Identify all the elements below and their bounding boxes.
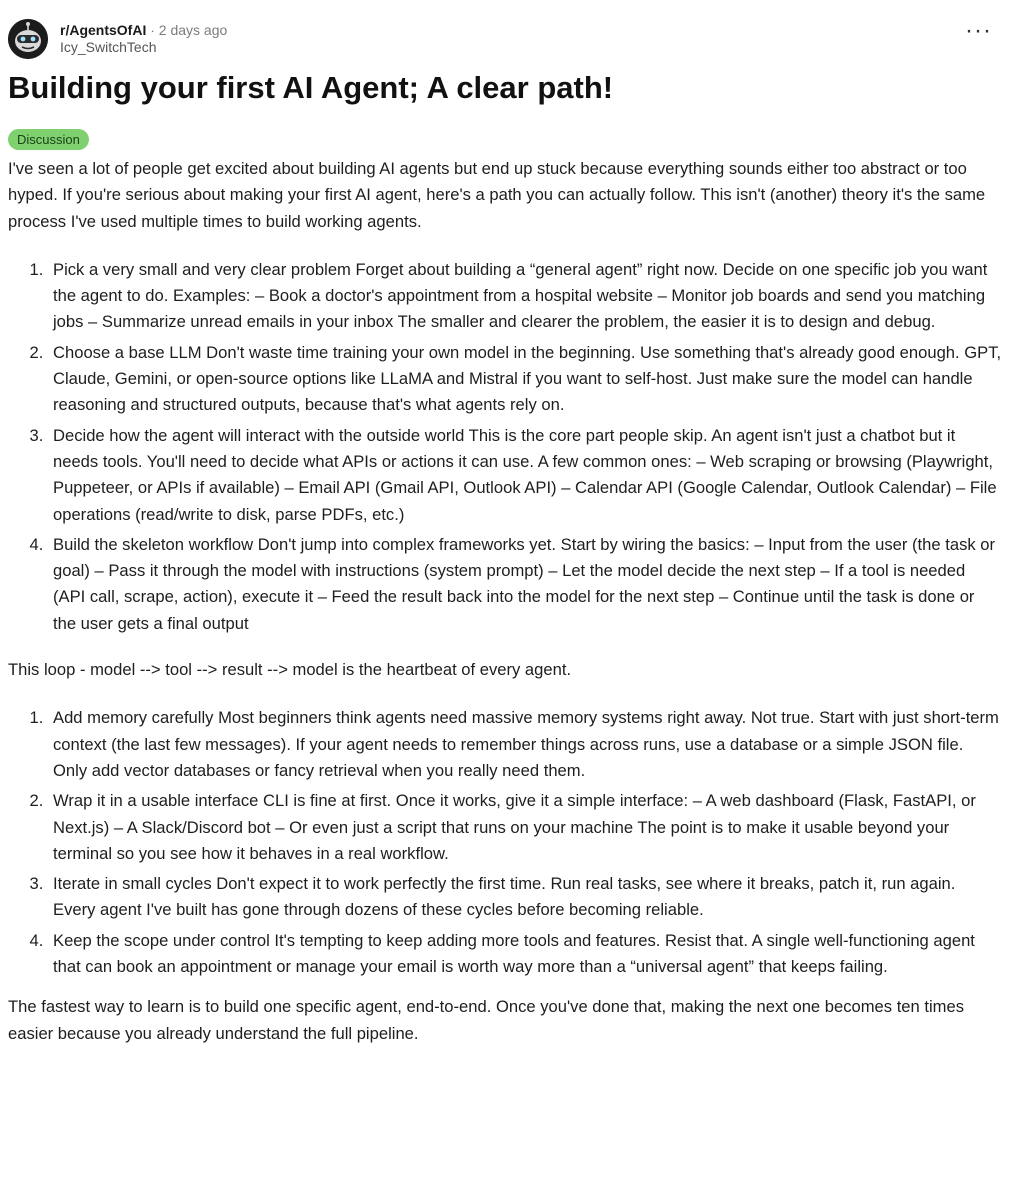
post-time: 2 days ago [158, 22, 228, 38]
flair-badge[interactable]: Discussion [8, 129, 89, 150]
post-body [8, 156, 1002, 1047]
list-item: 2. Wrap it in a usable interface CLI is fine at first. Once it works, give it a simple interface: – A web dashboard (Flask, FastAPI, or Next.js) – A Slack/Discord bot – Or even just a script that runs on your machine The point is to make it usable beyond your terminal so you see how it behaves in a real workflow. [48, 788, 1002, 867]
more-options-icon[interactable]: ··· [965, 17, 992, 44]
steps-list-1 [8, 257, 1002, 637]
robot-snoo-icon[interactable] [8, 19, 48, 59]
list-item: 2. Choose a base LLM Don't waste time training your own model in the beginning. Use something that's already good enough. GPT, Claude, Gemini, or open-source options like LLaMA and Mistral if you want to self-host. Just make sure the model can handle reasoning and structured outputs, because that's what agents rely on. [48, 340, 1002, 419]
list-item: 3. Iterate in small cycles Don't expect it to work perfectly the first time. Run real tasks, see where it breaks, patch it, run again. Every agent I've built has gone through dozens of these cycles before becoming reliable. [48, 871, 1002, 924]
list-item: 1. Add memory carefully Most beginners think agents need massive memory systems right away. Not true. Start with just short-term context (the last few messages). If your agent needs to remember things across runs, use a database or a simple JSON file. Only add vector databases or fancy retrieval when you really need them. [48, 705, 1002, 784]
meta-text [60, 22, 227, 56]
outro-paragraph: The fastest way to learn is to build one specific agent, end-to-end. Once you've done that, making the next one becomes ten times easier because you already understand the full pipeline. [8, 997, 965, 1043]
intro-paragraph: I've seen a lot of people get excited about building AI agents but end up stuck because everything sounds either too abstract or too hyped. If you're serious about making your first AI agent, here's a path you can actually follow. This isn't (another) theory it's the same process I've used multiple times to build working agents. [8, 159, 986, 231]
list-item: 1. Pick a very small and very clear problem Forget about building a “general agent” right now. Decide on one specific job you want the agent to do. Examples: – Book a doctor's appointment from a hospital website – Monitor job boards and send you matching jobs – Summarize unread emails in your inbox The smaller and clearer the problem, the easier it is to design and debug. [48, 257, 1002, 336]
meta-line [60, 22, 227, 39]
list-item: 4. Build the skeleton workflow Don't jump into complex frameworks yet. Start by wiring the basics: – Input from the user (the task or goal) – Pass it through the model with instructions (system prompt) – Let the model decide the next step – If a tool is needed (API call, scrape, action), execute it – Feed the result back into the model for the next step – Continue until the task is done or the user gets a final output [48, 532, 1002, 637]
list-item: 4. Keep the scope under control It's tempting to keep adding more tools and features. Resist that. A single well-functioning agent that can book an appointment or manage your email is worth way more than a “universal agent” that keeps failing. [48, 928, 1002, 981]
author-link[interactable]: Icy_SwitchTech [60, 39, 157, 55]
meta-separator: · [150, 22, 155, 38]
subreddit-link[interactable]: r/AgentsOfAI [60, 22, 147, 38]
loop-paragraph: This loop - model --> tool --> result --> model is the heartbeat of every agent. [8, 660, 572, 680]
post-meta [8, 16, 227, 62]
steps-list-2 [8, 705, 1002, 980]
post-title[interactable]: Building your first AI Agent; A clear path! [8, 70, 614, 105]
list-item: 3. Decide how the agent will interact with the outside world This is the core part people skip. An agent isn't just a chatbot but it needs tools. You'll need to decide what APIs or actions it can use. A few common ones: – Web scraping or browsing (Playwright, Puppeteer, or APIs if available) – Email API (Gmail API, Outlook API) – Calendar API (Google Calendar, Outlook Calendar) – File operations (read/write to disk, parse PDFs, etc.) [48, 423, 1002, 528]
